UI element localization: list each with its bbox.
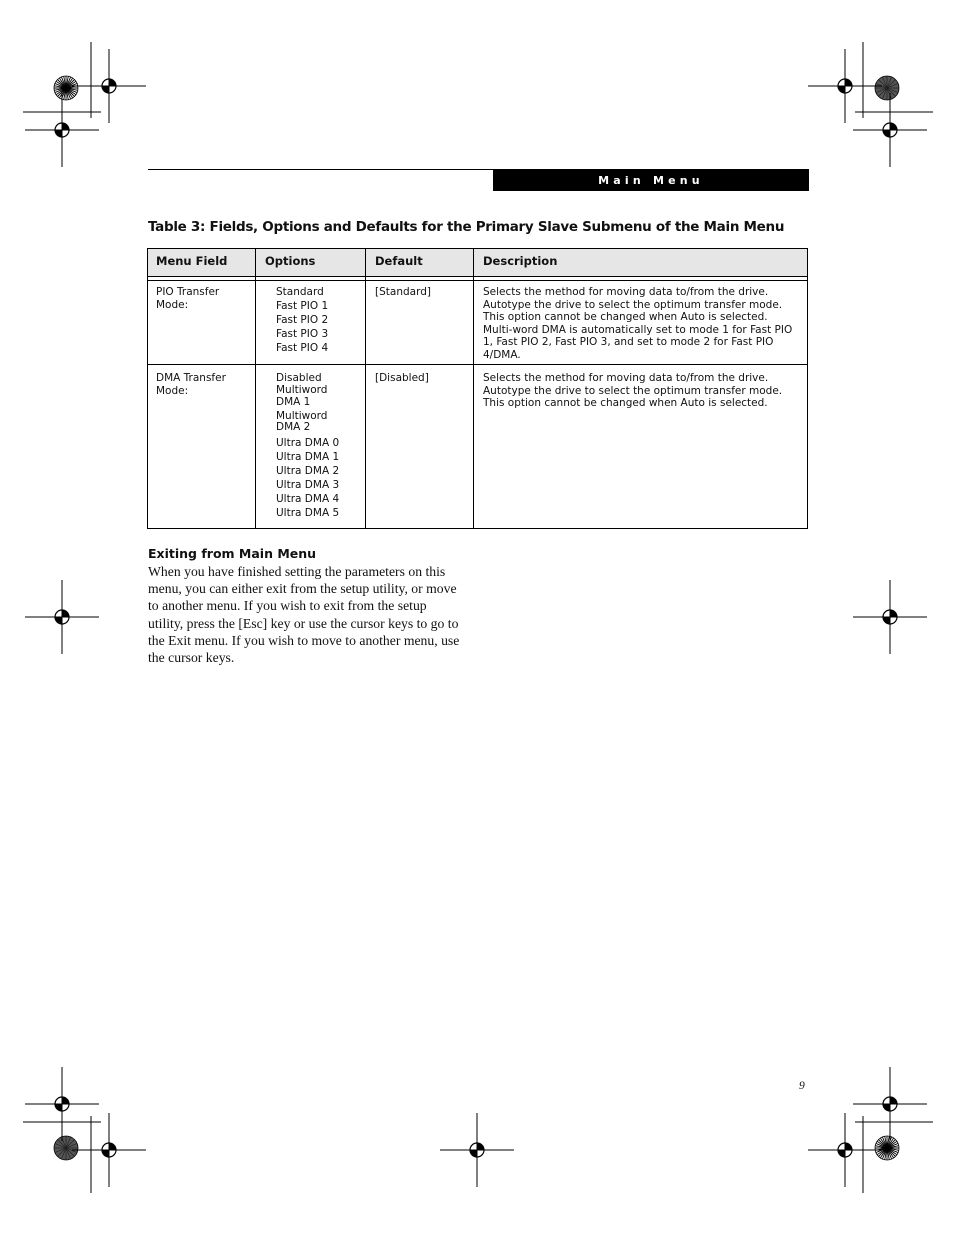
column-header-menu-field: Menu Field xyxy=(156,254,228,268)
option-item: Ultra DMA 1 xyxy=(276,451,340,463)
page-number: 9 xyxy=(799,1080,805,1092)
table-cell-default: [Standard] xyxy=(375,286,431,298)
running-header: Main Menu xyxy=(493,169,809,191)
option-item: Fast PIO 4 xyxy=(276,342,329,354)
option-item: Fast PIO 2 xyxy=(276,314,329,326)
option-item: Ultra DMA 5 xyxy=(276,507,340,519)
section-heading: Exiting from Main Menu xyxy=(148,546,317,561)
option-item: Ultra DMA 2 xyxy=(276,465,340,477)
option-item: Ultra DMA 0 xyxy=(276,437,340,449)
column-header-options: Options xyxy=(265,254,316,268)
table-title: Table 3: Fields, Options and Defaults for the Primary Slave Submenu of the Main Menu xyxy=(148,219,785,235)
column-header-default: Default xyxy=(375,254,423,268)
option-item: Standard xyxy=(276,286,324,298)
option-item: Ultra DMA 4 xyxy=(276,493,340,505)
table-cell-default: [Disabled] xyxy=(375,372,429,384)
column-header-description: Description xyxy=(483,254,558,268)
option-item: Multiword DMA 1 xyxy=(276,384,328,408)
option-item: Disabled xyxy=(276,372,322,384)
option-item: Fast PIO 1 xyxy=(276,300,329,312)
table-cell-field: PIO Transfer Mode: xyxy=(156,286,220,311)
table-cell-description: Selects the method for moving data to/from the drive. Autotype the drive to select the optimum transfer mode. This option cannot be changed when Auto is selected. Multi-word DMA is automatically set to mode 1 for Fast PIO 1, Fast PIO 2, Fast PIO 3, and set to mode 2 for Fast PIO 4/DMA. xyxy=(483,286,793,361)
option-item: Fast PIO 3 xyxy=(276,328,329,340)
table-cell-field: DMA Transfer Mode: xyxy=(156,372,226,397)
table-cell-description: Selects the method for moving data to/from the drive. Autotype the drive to select the optimum transfer mode. This option cannot be changed when Auto is selected. xyxy=(483,372,783,409)
option-item: Multiword DMA 2 xyxy=(276,409,328,433)
section-body-text: When you have finished setting the parameters on this menu, you can either exit from the setup utility, or move to another menu. If you wish to exit from the setup utility, press the [Esc] key or use the cursor keys to go to the Exit menu. If you wish to move to another menu, use the cursor keys. xyxy=(148,564,460,666)
option-item: Ultra DMA 3 xyxy=(276,479,340,491)
